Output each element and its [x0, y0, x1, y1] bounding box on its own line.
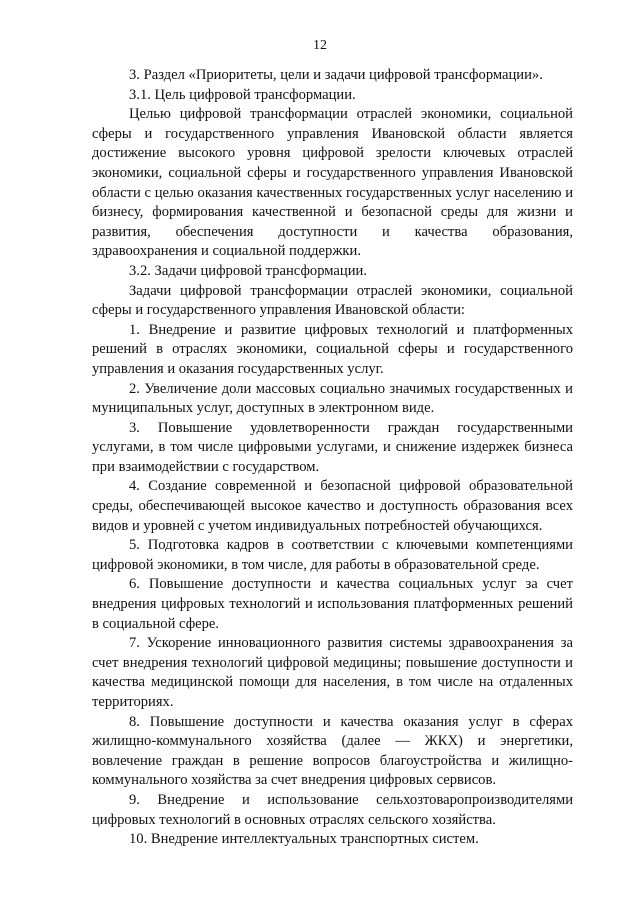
subsection-goal-title: 3.1. Цель цифровой трансформации.: [129, 86, 356, 103]
tasks-intro: Задачи цифровой трансформации отраслей экономики, социальной сферы и государственного управления Ивановской области:: [92, 282, 573, 319]
page-number: 12: [313, 38, 327, 53]
task-item: 3. Повышение удовлетворенности граждан государственными услугами, в том числе цифровыми услугами, и снижение издержек бизнеса при взаимодействии с государством.: [92, 419, 573, 475]
task-item: 2. Увеличение доли массовых социально значимых государственных и муниципальных услуг, доступных в электронном виде.: [92, 380, 573, 417]
task-item: 7. Ускорение инновационного развития системы здравоохранения за счет внедрения технологий цифровой медицины; повышение доступности и качества медицинской помощи для населения, в том числе на отдаленных территориях.: [92, 635, 573, 710]
task-item: 4. Создание современной и безопасной цифровой образовательной среды, обеспечивающей высокое качество и доступность образования всех видов и уровней с учетом индивидуальных потребностей обучающихся.: [92, 478, 573, 534]
section-heading: 3. Раздел «Приоритеты, цели и задачи цифровой трансформации».: [129, 67, 543, 83]
task-item: 9. Внедрение и использование сельхозтоваропроизводителями цифровых технологий в основных отраслях сельского хозяйства.: [92, 791, 573, 828]
goal-paragraph: Целью цифровой трансформации отраслей экономики, социальной сферы и государственного управления Ивановской области является достижение высокого уровня цифровой зрелости ключевых отраслей экономики, социальной сферы и государственного управления Ивановской области с целью оказания качественных государственных услуг населению и бизнесу, формирования качественной и безопасной среды для жизни и развития, обеспечения доступности и качества образования, здравоохранения и социальной поддержки.: [92, 106, 573, 260]
task-item: 8. Повышение доступности и качества оказания услуг в сферах жилищно-коммунального хозяйства (далее — ЖКХ) и энергетики, вовлечение граждан в решение вопросов благоустройства и жилищно-коммунального хозяйства за счет внедрения цифровых сервисов.: [92, 713, 573, 789]
task-item: 5. Подготовка кадров в соответствии с ключевыми компетенциями цифровой экономики, в том числе, для работы в образовательной среде.: [92, 537, 573, 573]
subsection-tasks-title: 3.2. Задачи цифровой трансформации.: [129, 262, 367, 279]
page-content: [92, 66, 573, 850]
task-item: 6. Повышение доступности и качества социальных услуг за счет внедрения цифровых технологий и использования платформенных решений в социальной сфере.: [92, 576, 573, 632]
task-item: 10. Внедрение интеллектуальных транспортных систем.: [129, 831, 479, 848]
task-item: 1. Внедрение и развитие цифровых технологий и платформенных решений в отраслях экономики, социальной сферы и государственного управления и оказания государственных услуг.: [92, 321, 573, 377]
